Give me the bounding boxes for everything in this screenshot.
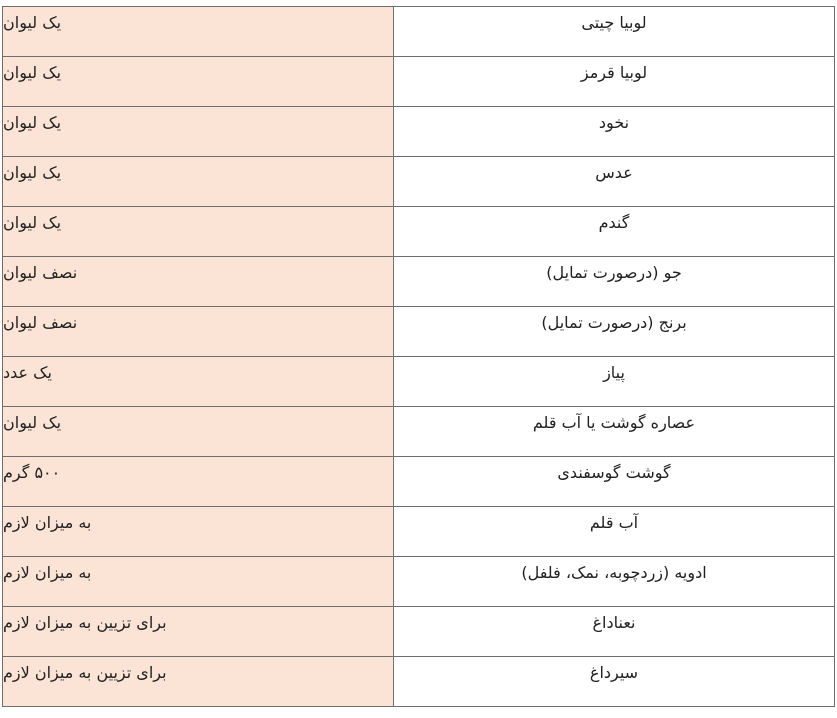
table-row <box>3 157 834 207</box>
item-cell <box>393 657 834 706</box>
amount-cell <box>3 407 393 456</box>
amount-cell <box>3 457 393 506</box>
item-cell <box>393 557 834 606</box>
item-cell <box>393 507 834 556</box>
table-row <box>3 107 834 157</box>
amount-label: یک لیوان <box>3 63 62 82</box>
amount-cell <box>3 207 393 256</box>
table-row <box>3 657 834 707</box>
table-row <box>3 557 834 607</box>
amount-cell <box>3 107 393 156</box>
table-row <box>3 257 834 307</box>
amount-label: نصف لیوان <box>3 263 78 282</box>
amount-label: برای تزیین به میزان لازم <box>3 663 167 682</box>
amount-label: یک لیوان <box>3 413 62 432</box>
amount-cell <box>3 7 393 56</box>
table-row <box>3 207 834 257</box>
table-row <box>3 57 834 107</box>
amount-cell <box>3 157 393 206</box>
amount-cell <box>3 607 393 656</box>
amount-cell <box>3 257 393 306</box>
amount-label: به میزان لازم <box>3 513 92 532</box>
item-cell <box>393 607 834 656</box>
item-cell <box>393 157 834 206</box>
amount-cell <box>3 657 393 706</box>
amount-label: یک عدد <box>3 363 52 382</box>
item-label: عدس <box>595 163 633 182</box>
amount-label: به میزان لازم <box>3 563 92 582</box>
amount-cell <box>3 557 393 606</box>
item-label: عصاره گوشت یا آب قلم <box>532 413 696 432</box>
amount-cell <box>3 507 393 556</box>
item-label: پیاز <box>603 363 625 382</box>
item-cell <box>393 107 834 156</box>
item-cell <box>393 457 834 506</box>
item-label: لوبیا قرمز <box>580 63 648 82</box>
item-label: آب قلم <box>589 513 639 532</box>
amount-label: برای تزیین به میزان لازم <box>3 613 167 632</box>
item-cell <box>393 407 834 456</box>
amount-cell <box>3 307 393 356</box>
table-row <box>3 457 834 507</box>
item-cell <box>393 57 834 106</box>
item-label: گندم <box>598 213 630 232</box>
ingredients-table <box>2 6 835 707</box>
item-cell <box>393 207 834 256</box>
item-cell <box>393 257 834 306</box>
item-cell <box>393 307 834 356</box>
table-row <box>3 7 834 57</box>
amount-label: نصف لیوان <box>3 313 78 332</box>
amount-label: یک لیوان <box>3 163 62 182</box>
item-label: برنج (درصورت تمایل) <box>541 313 687 332</box>
item-label: ادویه (زردچوبه، نمک، فلفل) <box>521 563 707 582</box>
amount-label: یک لیوان <box>3 13 62 32</box>
item-label: لوبیا چیتی <box>581 13 647 32</box>
table-row <box>3 507 834 557</box>
item-label: گوشت گوسفندی <box>557 463 671 482</box>
item-label: سیرداغ <box>589 663 639 682</box>
item-label: نخود <box>598 113 630 132</box>
amount-label: یک لیوان <box>3 113 62 132</box>
amount-cell <box>3 57 393 106</box>
table-row <box>3 407 834 457</box>
item-label: جو (درصورت تمایل) <box>546 263 682 282</box>
table-row <box>3 357 834 407</box>
table-row <box>3 607 834 657</box>
table-row <box>3 307 834 357</box>
item-label: نعناداغ <box>592 613 636 632</box>
amount-cell <box>3 357 393 406</box>
amount-label: ۵۰۰ گرم <box>3 463 61 482</box>
item-cell <box>393 7 834 56</box>
amount-label: یک لیوان <box>3 213 62 232</box>
item-cell <box>393 357 834 406</box>
